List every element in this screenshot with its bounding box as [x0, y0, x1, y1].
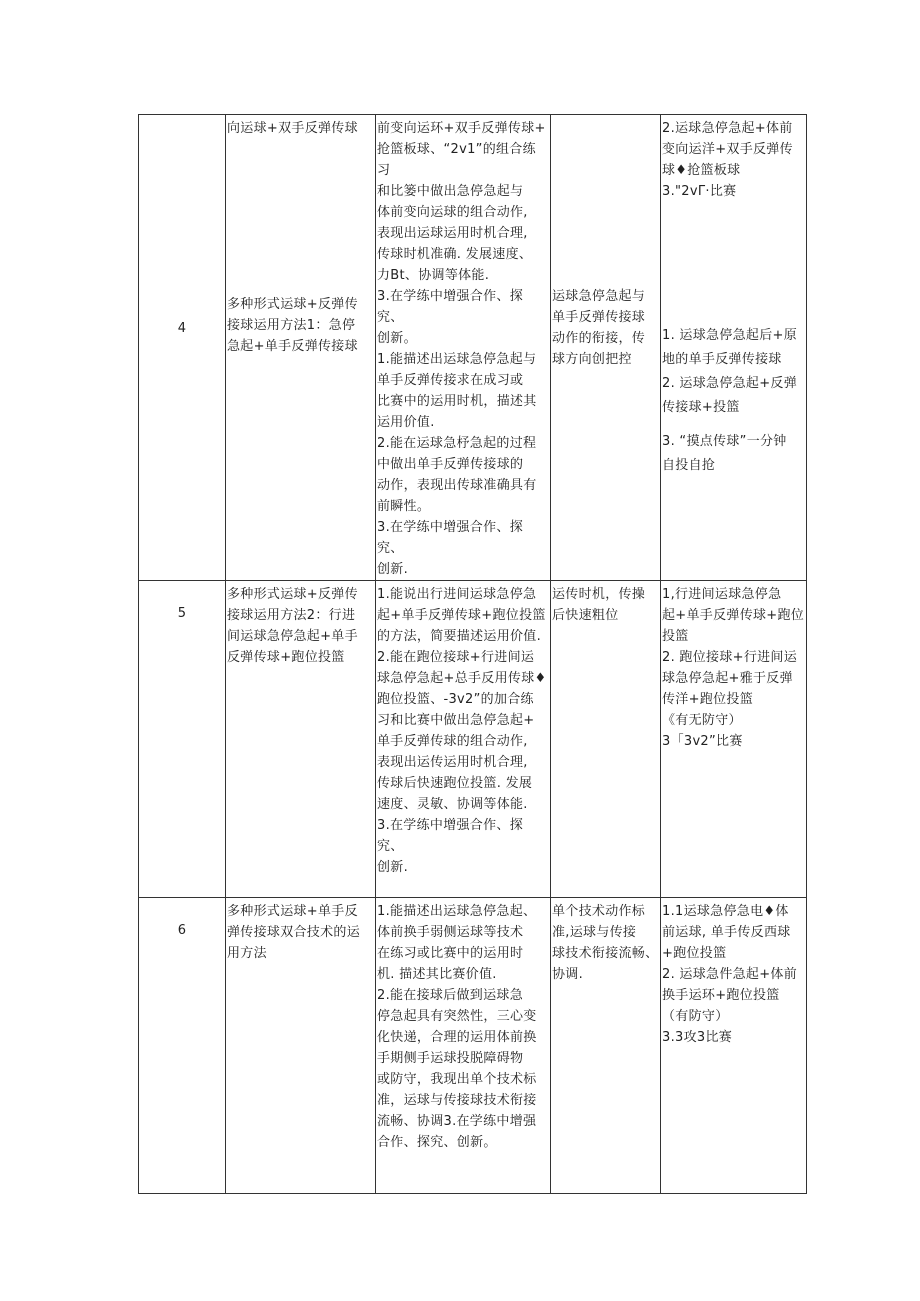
activity-line: 起+单手反弹传球+跑位	[662, 608, 805, 623]
goal-line: 抢篮板球、“2v1”的组合练习	[377, 142, 536, 178]
goal-line: 3.在学练中增强合作、探究、	[377, 289, 524, 325]
key-point-line: 单手反弹传接球	[552, 310, 646, 325]
goal-line: 起+单手反弹传球+跑位投篮	[377, 608, 546, 623]
key-points-cell	[551, 898, 661, 1194]
activity-line: 1.1运球急停急电♦体	[662, 904, 789, 919]
goal-line: 表现出运球运用时机合理,	[377, 226, 528, 241]
key-point-line: 后快速粗位	[552, 608, 619, 623]
goal-line: 传球后快速跑位投篮. 发展	[377, 776, 533, 791]
topic-line: 接球运用方法1：急停	[227, 318, 356, 333]
lesson-number: 6	[177, 923, 187, 938]
activities-cell	[661, 115, 807, 581]
goal-line: 的方法，简要描述运用价值.	[377, 629, 542, 644]
goal-line: 机. 描述其比赛价值.	[377, 967, 497, 982]
key-point-line: 运球急停急起与	[552, 289, 646, 304]
topic-line: 多种形式运球+反弹传	[227, 587, 358, 602]
goal-line: 习和比赛中做出急停急起+	[377, 713, 535, 728]
table-row	[139, 898, 807, 1194]
key-points-cell	[551, 115, 661, 581]
goal-line: 创新。	[377, 331, 417, 346]
topic-line: 多种形式运球+单手反	[227, 904, 358, 919]
goal-line: 和比篓中做出急停急起与	[377, 184, 524, 199]
topic-cell	[226, 115, 376, 581]
activity-line: +跑位投篮	[662, 946, 727, 961]
goal-line: 1.能描述出运球急停急起与	[377, 352, 537, 367]
goal-line: 或防守，我现出单个技术标	[377, 1072, 537, 1087]
goal-line: 手期侧手运球投脱障碍物	[377, 1051, 524, 1066]
goal-line: 1.能说出行进间运球急停急	[377, 587, 537, 602]
activity-line: 《有无防守）	[662, 713, 742, 728]
goal-line: 2.能在跑位接球+行进间运	[377, 650, 535, 665]
activity-line: 球♦抢篮板球	[662, 163, 741, 178]
activity-line: 2. 跑位接球+行进间运	[662, 650, 798, 665]
key-point-line: 球方向创把控	[552, 352, 632, 367]
activities-cell	[661, 898, 807, 1194]
key-point-line: 协调.	[552, 967, 584, 982]
activity-line: 3「3v2”比赛	[662, 734, 743, 749]
activity-line: 变向运洋+双手反弹传	[662, 142, 793, 157]
topic-line: 接球运用方法2：行进	[227, 608, 356, 623]
lesson-number-cell	[139, 115, 226, 581]
key-point-line: 动作的衔接，传	[552, 331, 646, 346]
lesson-number: 5	[177, 606, 187, 621]
goal-line: 力Bt、协调等体能.	[377, 268, 490, 283]
key-point-line: 运传时机，传操	[552, 587, 646, 602]
topic-line: 弹传接球双合技术的运	[227, 925, 361, 940]
goal-line: 前变向运环+双手反弹传球+	[377, 121, 546, 136]
key-point-line: 球技术衔接流畅、	[552, 946, 659, 961]
goal-line: 1.能描述出运球急停急起、	[377, 904, 537, 919]
topic-line: 急起+单手反弹传接球	[227, 339, 358, 354]
goals-cell	[376, 898, 551, 1194]
goal-line: 创新.	[377, 860, 409, 875]
activity-line: 3."2vΓ·比赛	[662, 184, 737, 199]
goal-line: 中做出单手反弹传接球的	[377, 457, 524, 472]
goal-line: 准，运球与传接球技术衔接	[377, 1093, 537, 1108]
key-points-cell	[551, 581, 661, 898]
activity-line: 2.运球急停急起+体前	[662, 121, 793, 136]
table-row	[139, 581, 807, 898]
goal-line: 表现出运传运用时机合理,	[377, 755, 528, 770]
activity-line: 换手运环+跑位投篮	[662, 988, 780, 1003]
activity-line: 2. 运球急停急起+反弹	[662, 376, 798, 391]
activity-line: 2. 运球急件急起+体前	[662, 967, 798, 982]
goal-line: 3.在学练中增强合作、探究、	[377, 520, 524, 556]
goal-line: 跑位投篮、-3v2”的加合练	[377, 692, 534, 707]
goal-line: 合作、探究、创新。	[377, 1135, 497, 1150]
activity-line: （有防守）	[662, 1009, 729, 1024]
goal-line: 3.在学练中增强合作、探究、	[377, 818, 524, 854]
goal-line: 前瞬性。	[377, 499, 431, 514]
goal-line: 体前换手弱侧运球等技术	[377, 925, 524, 940]
topic-cell	[226, 581, 376, 898]
activity-line: 3. “摸点传球”一分钟	[662, 434, 787, 449]
goals-cell	[376, 581, 551, 898]
activity-line: 前运球, 单手传反西球	[662, 925, 791, 940]
lesson-number-cell	[139, 898, 226, 1194]
topic-line: 用方法	[227, 946, 267, 961]
activity-line: 地的单手反弹传接球	[662, 352, 782, 367]
activity-line: 1. 运球急停急起后+原	[662, 328, 798, 343]
activity-line: 1,行进间运球急停急	[662, 587, 782, 602]
activity-line: 传接球+投篮	[662, 400, 740, 415]
goal-line: 运用价值.	[377, 415, 435, 430]
goal-line: 单手反弹传球的组合动作,	[377, 734, 528, 749]
activity-line: 球急停急起+雅于反弹	[662, 671, 793, 686]
goal-line: 速度、灵敏、协调等体能.	[377, 797, 528, 812]
topic-cell	[226, 898, 376, 1194]
activity-line: 自投自抢	[662, 458, 716, 473]
topic-line: 多种形式运球+反弹传	[227, 297, 358, 312]
goals-cell	[376, 115, 551, 581]
goal-line: 体前变向运球的组合动作,	[377, 205, 528, 220]
goal-line: 动作，表现出传球准确具有	[377, 478, 537, 493]
goal-line: 流畅、协调3.在学练中增强	[377, 1114, 537, 1129]
activity-line: 3.3攻3比赛	[662, 1030, 733, 1045]
lesson-plan-table	[138, 114, 807, 1194]
goal-line: 在练习或比赛中的运用时	[377, 946, 524, 961]
goal-line: 单手反弹传接求在成习或	[377, 373, 524, 388]
topic-line: 向运球+双手反弹传球	[227, 121, 358, 136]
lesson-number: 4	[177, 321, 187, 336]
activity-line: 传洋+跑位投篮	[662, 692, 753, 707]
goal-line: 2.能在运球急杼急起的过程	[377, 436, 537, 451]
lesson-number-cell	[139, 581, 226, 898]
topic-line: 反弹传球+跑位投篮	[227, 650, 345, 665]
key-point-line: 准,运球与传接	[552, 925, 637, 940]
goal-line: 2.能在接球后做到运球急	[377, 988, 524, 1003]
goal-line: 创新.	[377, 562, 409, 577]
topic-line: 间运球急停急起+单手	[227, 629, 358, 644]
activities-cell	[661, 581, 807, 898]
key-point-line: 单个技术动作标	[552, 904, 646, 919]
goal-line: 传球时机准确. 发展速度、	[377, 247, 533, 262]
activity-line: 投篮	[662, 629, 689, 644]
table-row	[139, 115, 807, 581]
goal-line: 停急起具有突然性，三心变	[377, 1009, 537, 1024]
goal-line: 化快递，合理的运用体前换	[377, 1030, 537, 1045]
goal-line: 比赛中的运用时机，描述其	[377, 394, 537, 409]
goal-line: 球急停急起+总手反用传球♦	[377, 671, 547, 686]
